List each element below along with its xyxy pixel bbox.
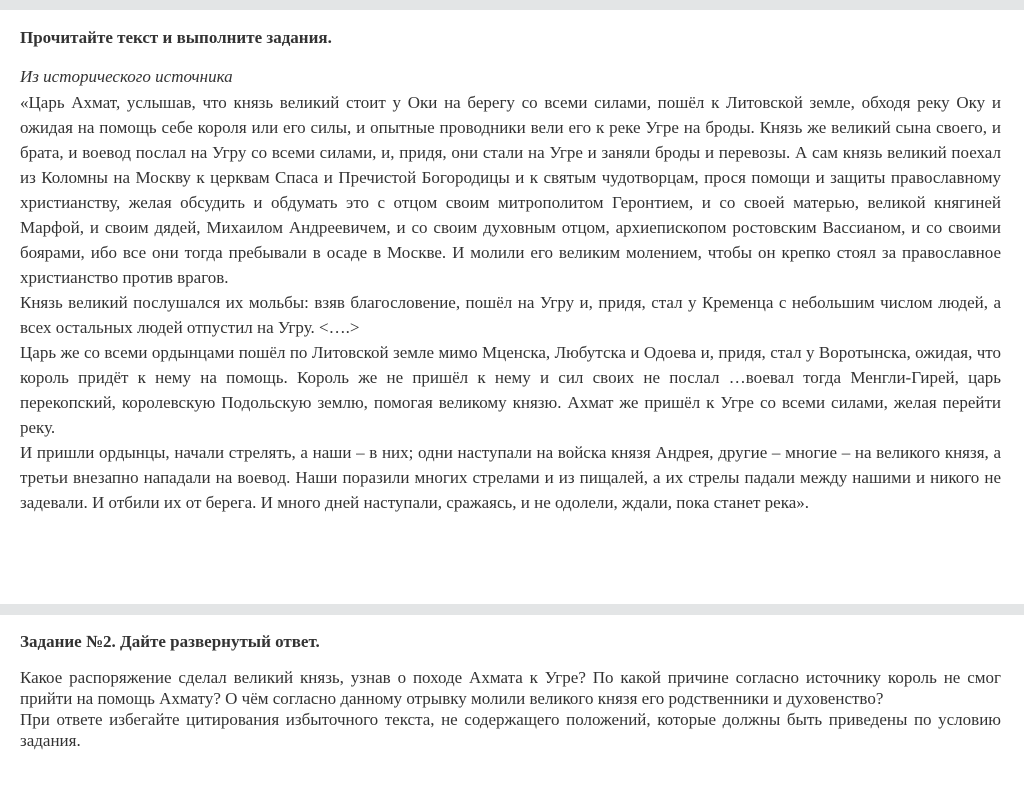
task-heading: Задание №2. Дайте развернутый ответ.: [20, 632, 320, 651]
source-caption: Из исторического источника: [20, 67, 233, 86]
instruction-heading: Прочитайте текст и выполните задания.: [20, 28, 332, 47]
task-instruction: При ответе избегайте цитирования избыточного текста, не содержащего положений, которые должны быть приведены по условию задания.: [20, 710, 1001, 750]
section-divider: [0, 604, 1024, 615]
task-text: [20, 667, 1001, 751]
source-paragraph: И пришли ордынцы, начали стрелять, а наши – в них; одни наступали на войска князя Андрея, другие – многие – на великого князя, а третьи внезапно нападали на воевод. Наши поразили многих стрелами и из пищалей, а их стрелы падали между нашими и никого не задевали. И отбили их от берега. И много дней наступали, сражаясь, и не одолели, ждали, пока станет река».: [20, 443, 1001, 512]
task-question: Какое распоряжение сделал великий князь, узнав о походе Ахмата к Угре? По какой причине согласно источнику король не смог прийти на помощь Ахмату? О чём согласно данному отрывку молили великого князя его родственники и духовенство?: [20, 668, 1001, 708]
source-text: [20, 90, 1001, 515]
top-divider: [0, 0, 1024, 10]
source-paragraph: «Царь Ахмат, услышав, что князь великий стоит у Оки на берегу со всеми силами, пошёл к Литовской земле, обходя реку Оку и ожидая на помощь себе короля или его силы, и опытные проводники вели его к реке Угре на броды. Князь же великий сына своего, и брата, и воевод послал на Угру со всеми силами, и, придя, они стали на Угре и заняли броды и перевозы. А сам князь великий поехал из Коломны на Москву к церквам Спаса и Пречистой Богородицы и к святым чудотворцам, прося помощи и защиты православному христианству, желая обсудить и обдумать это с отцом своим митрополитом Геронтием, и со своей матерью, великой княгиней Марфой, и своим дядей, Михаилом Андреевичем, и со своим духовным отцом, архиепископом ростовским Вассианом, и со своими боярами, ибо все они тогда пребывали в осаде в Москве. И молили его великим молением, чтобы он крепко стоял за православное христианство против врагов.: [20, 93, 1001, 287]
source-panel: [20, 10, 1001, 515]
source-paragraph: Князь великий послушался их мольбы: взяв благословение, пошёл на Угру и, придя, стал у Кременца с небольшим числом людей, а всех остальных людей отпустил на Угру. <….>: [20, 293, 1001, 337]
task-panel: [20, 615, 1001, 751]
source-paragraph: Царь же со всеми ордынцами пошёл по Литовской земле мимо Мценска, Любутска и Одоева и, придя, стал у Воротынска, ожидая, что король придёт к нему на помощь. Король же не пришёл к нему и сил своих не послал …воевал тогда Менгли-Гирей, царь перекопский, королевскую Подольскую землю, помогая великому князю. Ахмат же пришёл к Угре со всеми силами, желая перейти реку.: [20, 343, 1001, 437]
